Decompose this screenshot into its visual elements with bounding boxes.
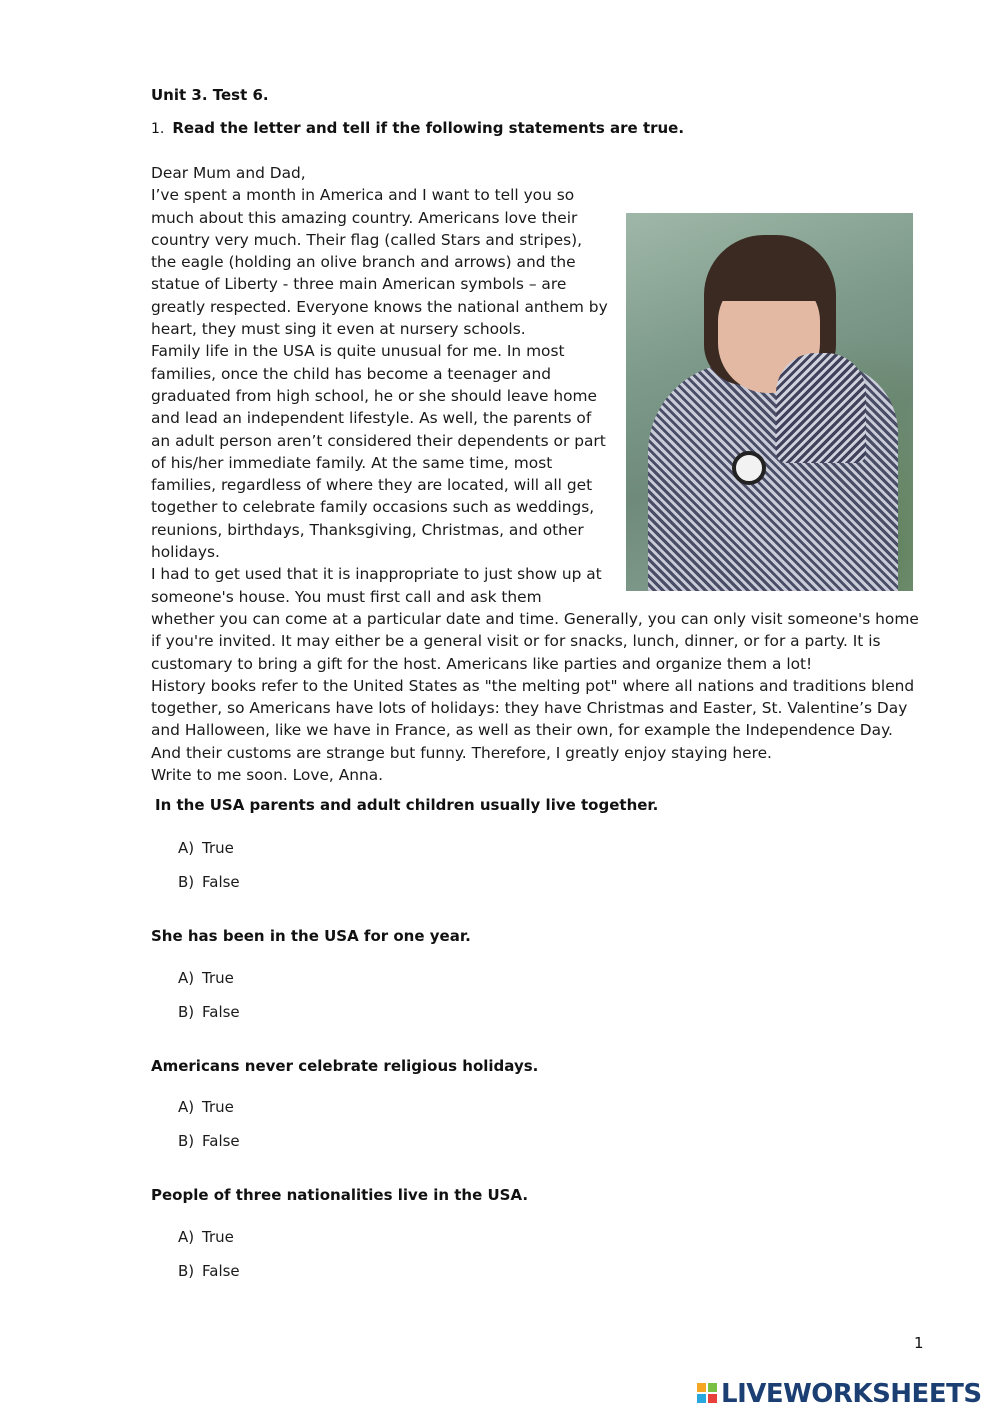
brand-name: LIVEWORKSHEETS xyxy=(721,1379,982,1409)
answer-option[interactable]: A) True xyxy=(178,1098,234,1116)
page-number: 1 xyxy=(914,1334,924,1352)
answer-option[interactable]: A) True xyxy=(178,969,234,987)
question-1: In the USA parents and adult children usually live together. xyxy=(155,796,659,814)
answer-option[interactable]: B) False xyxy=(178,1003,240,1021)
answer-option[interactable]: B) False xyxy=(178,1262,240,1280)
letter-paragraph-2: Family life in the USA is quite unusual for me. In most families, once the child has become a teenager and graduated from high school, he or she should leave home and lead an independent lifestyle. As well, the parents of an adult person aren’t considered their dependents or part of his/her immediate family. At the same time, most families, regardless of where they are located, will all get together to celebrate family occasions such as weddings, reunions, birthdays, Thanksgiving, Christmas, and other holidays. xyxy=(151,342,606,562)
letter-greeting: Dear Mum and Dad, xyxy=(151,164,306,182)
answer-option[interactable]: A) True xyxy=(178,1228,234,1246)
liveworksheets-logo[interactable] xyxy=(697,1377,982,1411)
answer-option[interactable]: B) False xyxy=(178,1132,240,1150)
answer-option[interactable]: B) False xyxy=(178,873,240,891)
task-instruction xyxy=(151,119,684,137)
answer-option[interactable]: A) True xyxy=(178,839,234,857)
page-title: Unit 3. Test 6. xyxy=(151,86,269,104)
question-2: She has been in the USA for one year. xyxy=(151,927,471,945)
question-3: Americans never celebrate religious holidays. xyxy=(151,1057,539,1075)
letter-closing: Write to me soon. Love, Anna. xyxy=(151,766,384,785)
question-4: People of three nationalities live in the USA. xyxy=(151,1186,529,1204)
letter-paragraph-3: I had to get used that it is inappropriate to just show up at someone's house. You must first call and ask them whether you can come at a particular date and time. Generally, you can only visit someone's home if you're invited. It may either be a general visit or for snacks, lunch, dinner, or for a party. It is customary to bring a gift for the host. Americans like parties and organize them a lot! xyxy=(151,565,919,673)
task-number: 1. xyxy=(151,121,165,137)
task-text: Read the letter and tell if the following statements are true. xyxy=(172,119,685,137)
girl-in-houndstooth-coat-photo xyxy=(626,213,913,591)
letter-paragraph-4: History books refer to the United States as "the melting pot" where all nations and traditions blend together, so Americans have lots of holidays: they have Christmas and Easter, St. Valentine’s Day and Halloween, like we have in France, as well as their own, for example the Independence Day. And their customs are strange but funny. Therefore, I greatly enjoy staying here. xyxy=(151,676,915,762)
letter-text xyxy=(151,162,921,786)
liveworksheets-logo-icon xyxy=(697,1383,719,1405)
letter-paragraph-1: I’ve spent a month in America and I want to tell you so much about this amazing country. Americans love their country very much. Their flag (called Stars and stripes), the eagle (holding an olive branch and arrows) and the statue of Liberty - three main American symbols – are greatly respected. Everyone knows the national anthem by heart, they must sing it even at nursery schools. xyxy=(151,186,608,339)
